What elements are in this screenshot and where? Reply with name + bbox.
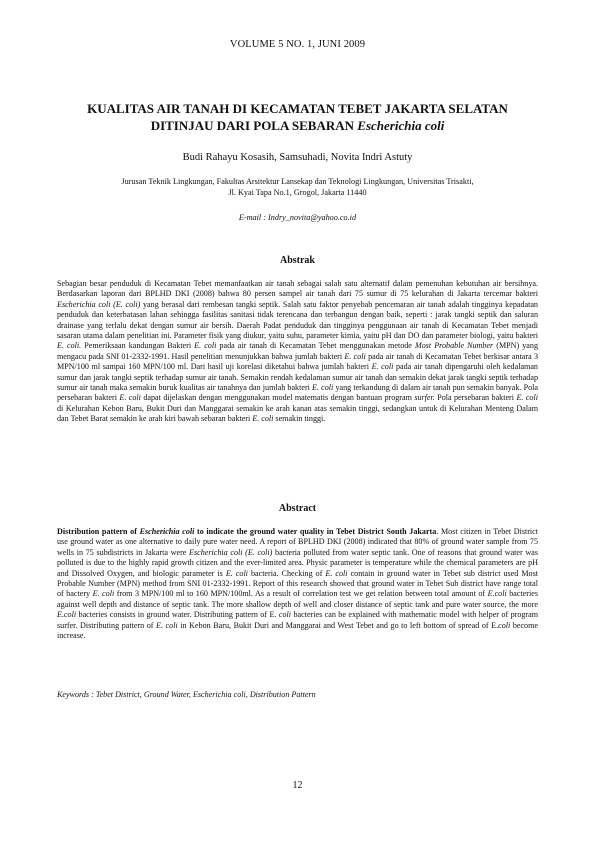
abstract-heading: Abstract bbox=[278, 503, 317, 514]
page-number: 12 bbox=[292, 780, 303, 791]
abstrak-paragraph: Sebagian besar penduduk di Kecamatan Tebet memanfaatkan air tanah sebagai salah satu alternatif dalam pemenuhan kebutuhan air bersihnya. Berdasarkan laporan dari BPLHD DKI (2008) bahwa 80 persen sampel air tanah dari 75 sumur di 75 kelurahan di Jakarta tercemar bakteri Escherichia coli (E. coli) yang berasal dari rembesan tangki septik. Salah satu faktor penyebab pencemaran air tanah adalah tingginya kepadatan penduduk dan keterbatasan lahan sehingga fasilitas sanitasi tidak terencana dan terbangun dengan baik, seperti : jarak tangki septik dan saluran drainase yang terlalu dekat dengan sumur air bersih. Daerah Padat penduduk dan tingginya penggunaan air tanah di Kecamatan Tebet menjadi sasaran utama dalam penelitian ini. Parameter fisik yang diukur, yaitu suhu, parameter kimia, yaitu pH dan DO dan parameter biologi, yaitu bakteri E. coli. Pemeriksaan kandungan Bakteri E. coli pada air tanah di Kecamatan Tebet menggunakan metode Most Probable Number (MPN) yang mengacu pada SNI 01-2332-1991. Hasil penelitian menunjukkan bahwa jumlah bakteri E. coli pada air tanah di Kecamatan Tebet berkisar antara 3 MPN/100 ml sampai 160 MPN/100 ml. Dari hasil uji korelasi diketahui bahwa jumlah bakteri E. coli pada air tanah dipengaruhi oleh kedalaman sumur dan jarak tangki septik terhadap sumur air tanah. Semakin rendah kedalaman sumur air tanah dan semakin dekat jarak tangki septik terhadap sumur air tanah maka semakin buruk kualitas air tanahnya dan jumlah bakteri E. coli yang terkandung di dalam air tanah pun semakin banyak. Pola persebaran bakteri E. coli dapat dijelaskan dengan menggunakan model matematis dengan bantuan program surfer. Pola persebaran bakteri E. coli di Kelurahan Kebon Baru, Bukit Duri dan Manggarai semakin ke arah kanan atas semakin tinggi, sedangkan untuk di Kelurahan Menteng Dalam dan Tebet Barat semakin ke arah kiri bawah sebaran bakteri E. coli semakin tinggi. bbox=[57, 279, 538, 424]
author-list: Budi Rahayu Kosasih, Samsuhadi, Novita Indri Astuty bbox=[182, 152, 413, 163]
title-line-1: KUALITAS AIR TANAH DI KECAMATAN TEBET JAKARTA SELATAN bbox=[87, 101, 508, 116]
author-email: E-mail : Indry_novita@yahoo.co.id bbox=[238, 213, 357, 222]
keywords: Keywords : Tebet District, Ground Water, Escherichia coli, Distribution Pattern bbox=[57, 690, 316, 699]
journal-header: VOLUME 5 NO. 1, JUNI 2009 bbox=[229, 39, 366, 50]
paper-title bbox=[40, 100, 555, 134]
affiliation-line-1: Jurusan Teknik Lingkungan, Fakultas Arsitektur Lansekap dan Teknologi Lingkungan, Universitas Trisakti, bbox=[121, 177, 474, 186]
title-line-2: DITINJAU DARI POLA SEBARAN Escherichia coli bbox=[150, 118, 445, 133]
affiliation-line-2: Jl. Kyai Tapa No.1, Grogol, Jakarta 11440 bbox=[228, 187, 367, 197]
abstrak-heading: Abstrak bbox=[279, 255, 315, 266]
affiliation bbox=[60, 177, 535, 198]
abstract-paragraph: Distribution pattern of Escherichia coli to indicate the ground water quality in Tebet District South Jakarta. Most citizen in Tebet District use ground water as one alternative to daily pure water need. A report of BPLHD DKI (2008) indicated that 80% of ground water sample from 75 wells in 75 subdistricts in Jakarta were Escherichia coli (E. coli) bacteria polluted from water septic tank. One of reasons that ground water was polluted is due to the highly rapid growth citizen and the ever-limited area. Physic parameter is temperature while the chemical parameters are pH and Dissolved Oxygen, and biologic parameter is E. coli bacteria. Checking of E. coli contain in ground water in Tebet sub district used Most Probable Number (MPN) method from SNI 01-2332-1991. Report of this research showed that ground water in Tebet Sub district have range total of bactery E. coli from 3 MPN/100 ml to 160 MPN/100ml. As a result of correlation test we get relation between total amount of E.coli bacteries against well depth and distance of septic tank. The more shallow depth of well and closer distance of septic tank and pure water source, the more E.coli bacteries consists in ground water. Distributing pattern of E. coli bacteries can be explained with mathematic model with helper of program surfer. Distributing pattern of E. coli in Kebon Baru, Bukit Duri and Manggarai and West Tebet and go to left bottom of spread of E.coli become increase. bbox=[57, 527, 539, 641]
